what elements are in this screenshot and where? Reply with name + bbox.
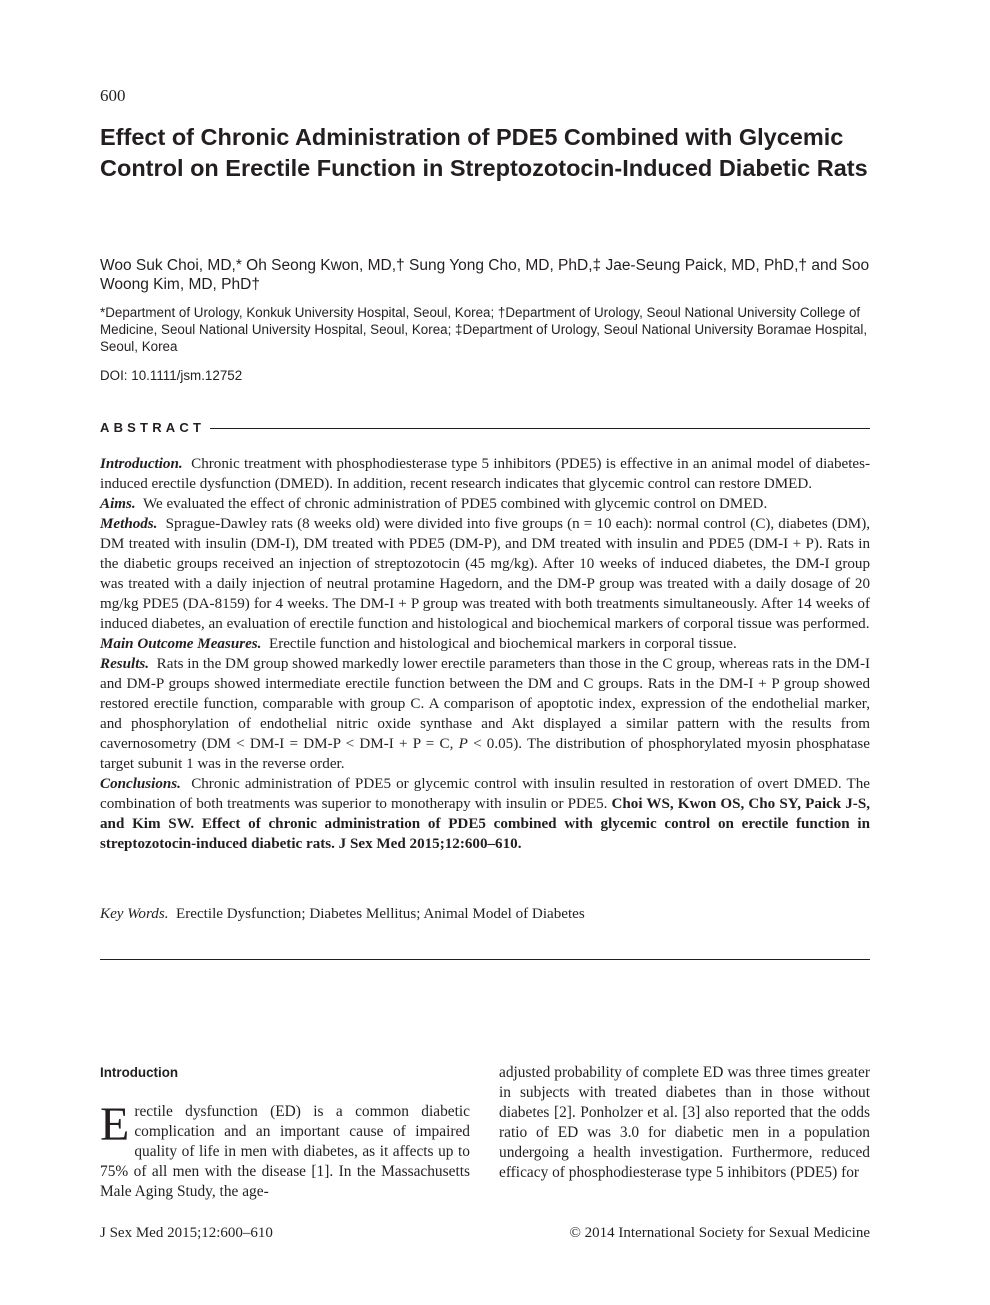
abstract-heading [100,420,870,436]
abstract-aims [100,494,870,514]
abstract-results-text: Rats in the DM group showed markedly lower erectile parameters than those in the C group, whereas rats in the DM-I and DM-P groups showed intermediate erectile function between the DM and C groups. Rats in the DM-I + P group showed restored erectile function, comparable with group C. A comparison of apoptotic index, expression of the endothelial marker, and phosphorylation of endothelial nitric oxide synthase and Akt displayed a similar pattern with the results from cavernosometry (DM < DM-I = DM-P < DM-I + P = C, [100,656,871,752]
abstract-citation: Choi WS, Kwon OS, Cho SY, Paick J-S, and Kim SW. Effect of chronic administration of PDE5 combined with glycemic control on erectile function in streptozotocin-induced diabetic rats. J Sex Med 2015;12:600–610. [100,796,870,852]
abstract-bottom-rule [100,959,870,960]
abstract-aims-text: We evaluated the effect of chronic administration of PDE5 combined with glycemic control on DMED. [142,496,768,512]
doi: DOI: 10.1111/jsm.12752 [100,368,243,383]
abstract-body [100,454,870,854]
abstract-introduction-label: Introduction. [100,456,183,472]
intro-left-text: rectile dysfunction (ED) is a common diabetic complication and an important cause of impaired quality of life in men with diabetes, as it affects up to 75% of all men with the disease [1]. In the Massachusetts Male Aging Study, the age- [100,1103,470,1200]
abstract-outcome-label: Main Outcome Measures. [100,636,262,652]
author-list: Woo Suk Choi, MD,* Oh Seong Kwon, MD,† Sung Yong Cho, MD, PhD,‡ Jae-Seung Paick, MD, PhD,† and Soo Woong Kim, MD, PhD† [100,257,870,293]
abstract-results-text-2: < 0.05). The distribution of phosphorylated myosin phosphatase target subunit 1 was in the reverse order. [100,736,870,772]
intro-right-column: adjusted probability of complete ED was three times greater in subjects with treated diabetes than in those without diabetes [2]. Ponholzer et al. [3] also reported that the odds ratio of ED was 3.0 for diabetic men in a population undergoing a health investigation. Furthermore, reduced efficacy of phosphodiesterase type 5 inhibitors (PDE5) for [499,1064,870,1181]
abstract-rule [210,428,870,429]
abstract-introduction [100,454,870,494]
abstract-methods [100,514,870,634]
abstract-results [100,654,870,774]
page-number: 600 [100,86,126,105]
keywords [100,904,870,924]
abstract-outcome-text: Erectile function and histological and biochemical markers in corporal tissue. [268,636,737,652]
abstract-results-label: Results. [100,656,150,672]
abstract-methods-label: Methods. [100,516,158,532]
intro-left-column [100,1098,470,1202]
abstract-methods-text: Sprague-Dawley rats (8 weeks old) were divided into five groups (n = 10 each): normal control (C), diabetes (DM), DM treated with insulin (DM-I), DM treated with PDE5 (DM-P), and DM treated with insulin and PDE5 (DM-I + P). Rats in the diabetic groups received an injection of streptozotocin (45 mg/kg). After 10 weeks of induced diabetes, the DM-I group was treated with a daily injection of neutral protamine Hagedorn, and the DM-P group was treated with a daily dosage of 20 mg/kg PDE5 (DA-8159) for 4 weeks. The DM-I + P group was treated with both treatments simultaneously. After 14 weeks of induced diabetes, an evaluation of erectile function and histological and biochemical markers of corporal tissue was performed. [100,516,870,632]
abstract-conclusions-text: Chronic administration of PDE5 or glycemic control with insulin resulted in restoration of overt DMED. The combination of both treatments was superior to monotherapy with insulin or PDE5. [100,776,870,812]
introduction-heading: Introduction [100,1065,179,1080]
abstract-outcome [100,634,870,654]
abstract-introduction-text: Chronic treatment with phosphodiesterase type 5 inhibitors (PDE5) is effective in an animal model of diabetes-induced erectile dysfunction (DMED). In addition, recent research indicates that glycemic control can restore DMED. [100,456,870,492]
abstract-conclusions [100,774,870,854]
drop-cap: E [100,1098,130,1151]
keywords-text: Erectile Dysfunction; Diabetes Mellitus; Animal Model of Diabetes [176,906,585,922]
abstract-label: ABSTRACT [100,420,209,435]
abstract-results-p-symbol: P [458,736,468,752]
keywords-label: Key Words. [100,906,169,922]
footer-copyright: © 2014 International Society for Sexual Medicine [569,1225,870,1241]
article-title: Effect of Chronic Administration of PDE5 Combined with Glycemic Control on Erectile Function in Streptozotocin-Induced Diabetic Rats [100,124,868,181]
abstract-aims-label: Aims. [100,496,136,512]
affiliations: *Department of Urology, Konkuk University Hospital, Seoul, Korea; †Department of Urology, Seoul National University College of Medicine, Seoul National University Hospital, Seoul, Korea; ‡Department of Urology, Seoul National University Boramae Hospital, Seoul, Korea [100,305,868,354]
footer-journal-citation: J Sex Med 2015;12:600–610 [100,1225,273,1241]
abstract-conclusions-label: Conclusions. [100,776,181,792]
